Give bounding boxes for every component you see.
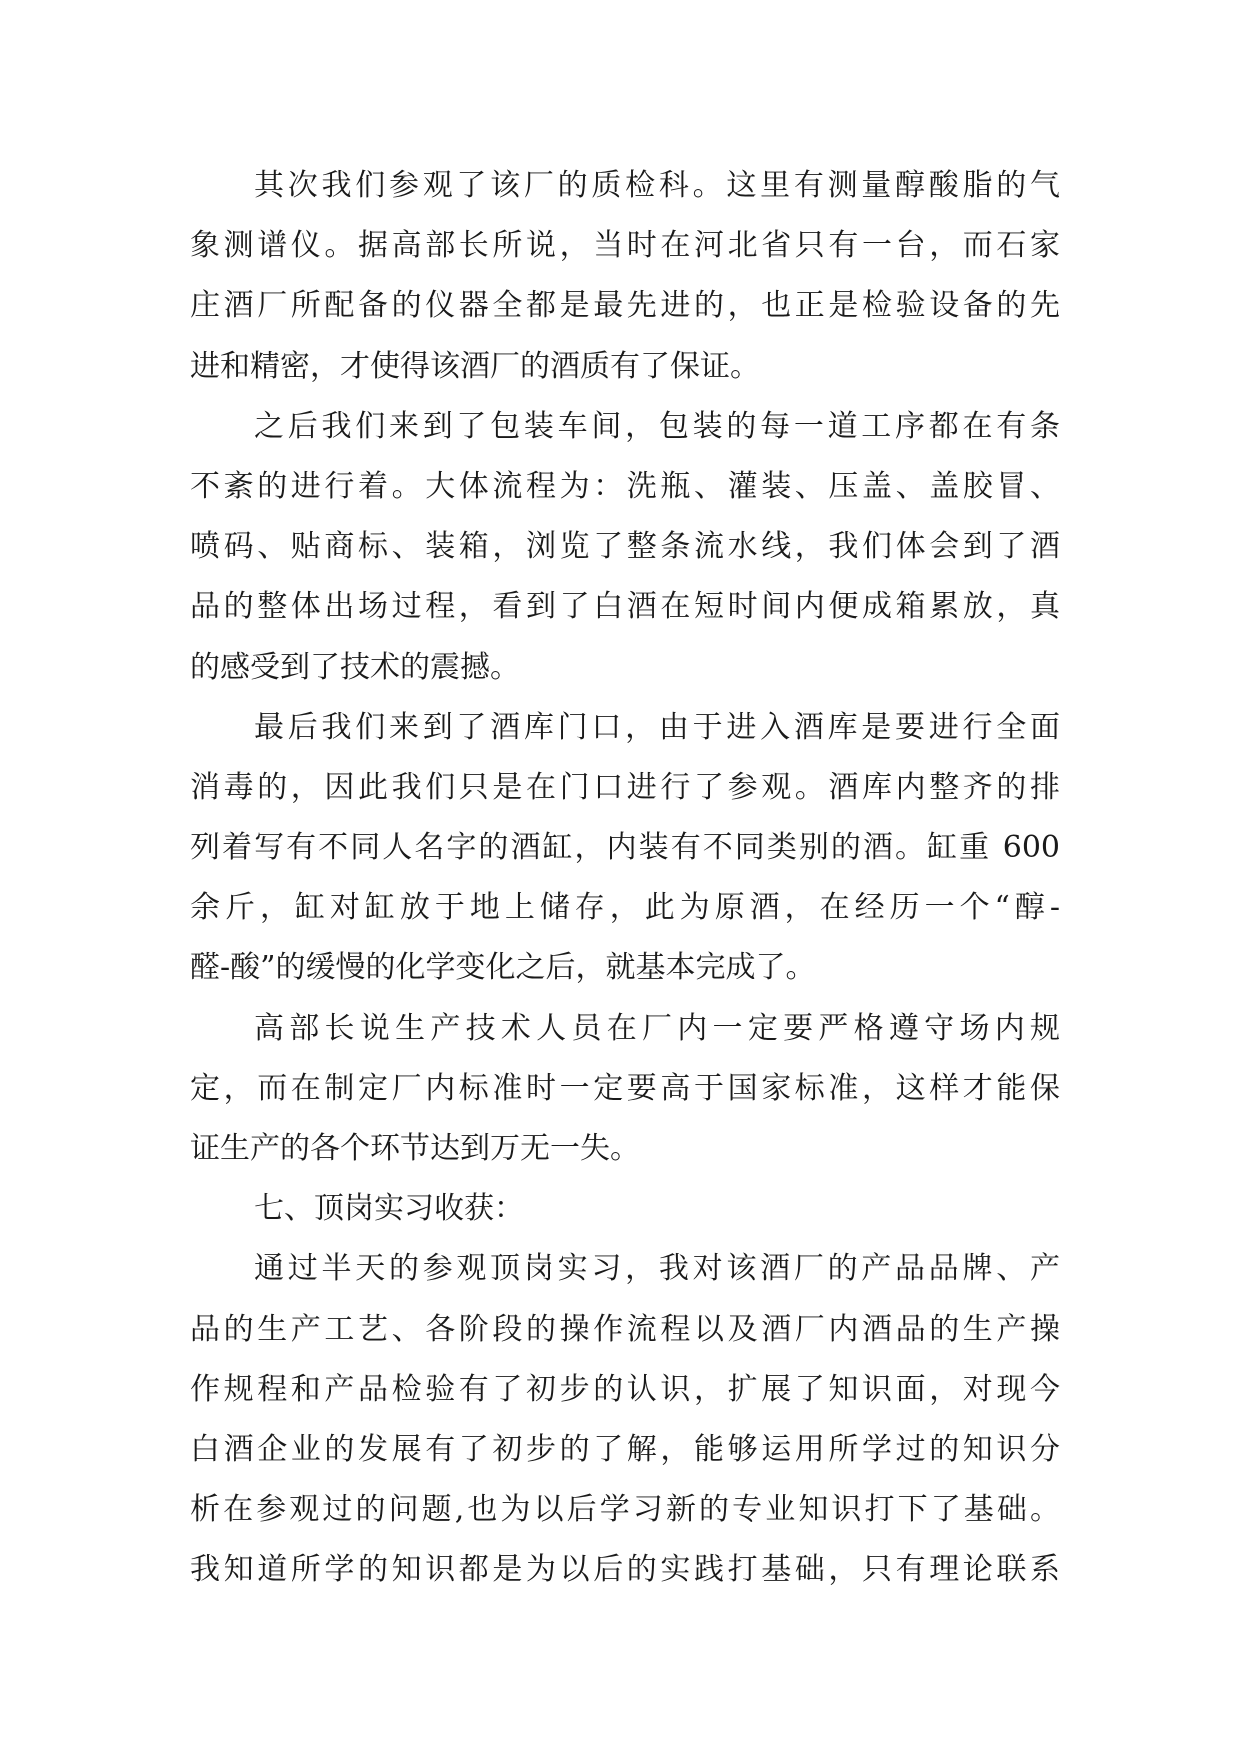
text-line: 之后我们来到了包装车间，包装的每一道工序都在有条 xyxy=(254,408,1060,444)
text-line: 象测谱仪。据高部长所说，当时在河北省只有一台，而石家 xyxy=(190,228,1060,264)
text-line: 不紊的进行着。大体流程为：洗瓶、灌装、压盖、盖胶冒、 xyxy=(190,468,1060,504)
text-line: 余斤，缸对缸放于地上储存，此为原酒，在经历一个“醇- xyxy=(190,890,1060,926)
paragraph-internship-gains xyxy=(190,1239,1060,1600)
text-line: 白酒企业的发展有了初步的了解，能够运用所学过的知识分 xyxy=(190,1431,1060,1467)
text-line: 品的整体出场过程，看到了白酒在短时间内便成箱累放，真 xyxy=(190,589,1060,625)
text-line: 析在参观过的问题,也为以后学习新的专业知识打下了基础。 xyxy=(190,1492,1060,1528)
text-line: 消毒的，因此我们只是在门口进行了参观。酒库内整齐的排 xyxy=(190,769,1060,805)
text-line: 证生产的各个环节达到万无一失。 xyxy=(190,1131,640,1166)
text-line: 其次我们参观了该厂的质检科。这里有测量醇酸脂的气 xyxy=(254,168,1060,203)
paragraph-quality-inspection xyxy=(190,156,1060,397)
document-page xyxy=(190,156,1060,1601)
section-heading xyxy=(190,1179,1060,1239)
text-line: 庄酒厂所配备的仪器全都是最先进的，也正是检验设备的先 xyxy=(190,288,1060,324)
text-line: 高部长说生产技术人员在厂内一定要严格遵守场内规 xyxy=(254,1010,1060,1046)
text-line: 列着写有不同人名字的酒缸，内装有不同类别的酒。缸重 600 xyxy=(190,830,1060,866)
text-line: 的感受到了技术的震撼。 xyxy=(190,649,520,685)
text-line: 醛-酸”的缓慢的化学变化之后，就基本完成了。 xyxy=(190,950,816,986)
text-line: 喷码、贴商标、装箱，浏览了整条流水线，我们体会到了酒 xyxy=(190,529,1060,565)
section-heading-text: 七、顶岗实习收获： xyxy=(254,1191,524,1227)
text-line: 进和精密，才使得该酒厂的酒质有了保证。 xyxy=(190,348,760,384)
text-line: 定，而在制定厂内标准时一定要高于国家标准，这样才能保 xyxy=(190,1070,1060,1106)
paragraph-production-standards xyxy=(190,999,1060,1180)
text-line: 作规程和产品检验有了初步的认识，扩展了知识面，对现今 xyxy=(190,1371,1060,1407)
text-line: 通过半天的参观顶岗实习，我对该酒厂的产品品牌、产 xyxy=(254,1251,1060,1287)
paragraph-wine-cellar xyxy=(190,698,1060,999)
text-line: 品的生产工艺、各阶段的操作流程以及酒厂内酒品的生产操 xyxy=(190,1311,1060,1347)
text-line: 最后我们来到了酒库门口，由于进入酒库是要进行全面 xyxy=(254,709,1060,745)
text-line: 我知道所学的知识都是为以后的实践打基础，只有理论联系 xyxy=(190,1552,1060,1588)
paragraph-packaging-workshop xyxy=(190,397,1060,698)
